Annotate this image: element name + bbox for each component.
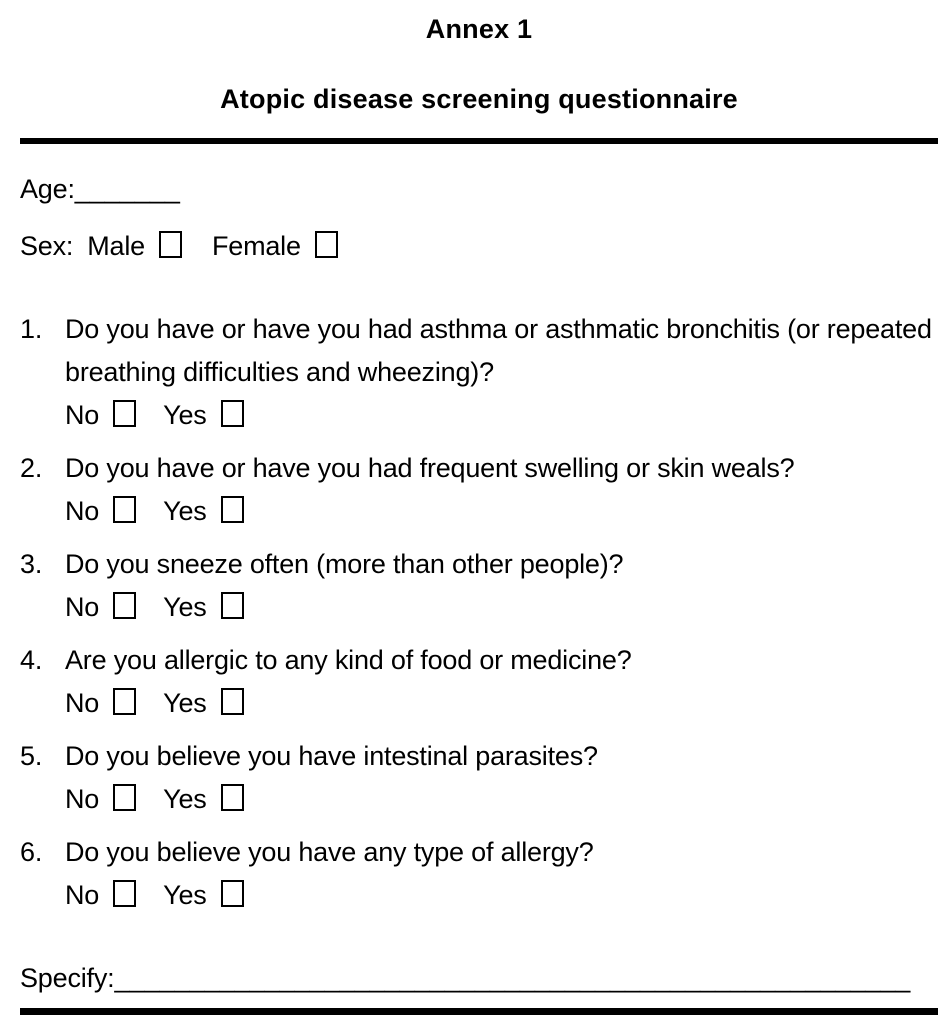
question-list xyxy=(20,308,938,917)
q4-no-checkbox[interactable] xyxy=(113,688,136,715)
question-text: Do you sneeze often (more than other people)? xyxy=(65,549,624,579)
yes-label: Yes xyxy=(163,496,207,526)
question-text: Do you believe you have intestinal parasites? xyxy=(65,741,598,771)
yes-label: Yes xyxy=(163,592,207,622)
question-number: 2. xyxy=(20,453,43,483)
yes-label: Yes xyxy=(163,880,207,910)
specify-label: Specify: xyxy=(20,963,115,993)
question-number: 6. xyxy=(20,837,43,867)
question-item-5 xyxy=(20,735,938,821)
no-label: No xyxy=(65,592,100,622)
question-text: Are you allergic to any kind of food or medicine? xyxy=(65,645,632,675)
question-item-4 xyxy=(20,639,938,725)
specify-blank-field[interactable]: _____________________________________________________ xyxy=(114,963,911,993)
answer-row xyxy=(65,682,938,725)
question-text: Do you believe you have any type of allergy? xyxy=(65,837,594,867)
yes-label: Yes xyxy=(163,688,207,718)
male-label: Male xyxy=(87,231,145,261)
annex-title: Annex 1 xyxy=(425,14,533,44)
no-label: No xyxy=(65,496,100,526)
age-blank-field[interactable]: _______ xyxy=(74,174,180,204)
question-number: 4. xyxy=(20,645,43,675)
q2-no-checkbox[interactable] xyxy=(113,496,136,523)
answer-row xyxy=(65,490,938,533)
answer-row xyxy=(65,394,938,437)
specify-row xyxy=(20,957,938,1000)
sex-row xyxy=(20,225,938,268)
q6-no-checkbox[interactable] xyxy=(113,880,136,907)
q4-yes-checkbox[interactable] xyxy=(221,688,244,715)
yes-label: Yes xyxy=(163,400,207,430)
no-label: No xyxy=(65,400,100,430)
question-text: Do you have or have you had frequent swelling or skin weals? xyxy=(65,453,795,483)
answer-row xyxy=(65,778,938,821)
age-row xyxy=(20,168,938,211)
question-number: 3. xyxy=(20,549,43,579)
sex-label: Sex: xyxy=(20,231,74,261)
question-item-3 xyxy=(20,543,938,629)
female-checkbox[interactable] xyxy=(315,231,338,258)
q2-yes-checkbox[interactable] xyxy=(221,496,244,523)
q1-no-checkbox[interactable] xyxy=(113,400,136,427)
no-label: No xyxy=(65,688,100,718)
q5-no-checkbox[interactable] xyxy=(113,784,136,811)
q3-yes-checkbox[interactable] xyxy=(221,592,244,619)
female-label: Female xyxy=(211,231,301,261)
form-title: Atopic disease screening questionnaire xyxy=(220,84,738,114)
bottom-divider xyxy=(20,1008,938,1015)
yes-label: Yes xyxy=(163,784,207,814)
no-label: No xyxy=(65,880,100,910)
age-label: Age: xyxy=(20,174,75,204)
male-checkbox[interactable] xyxy=(159,231,182,258)
top-divider xyxy=(20,138,938,144)
no-label: No xyxy=(65,784,100,814)
question-item-2 xyxy=(20,447,938,533)
answer-row xyxy=(65,586,938,629)
q6-yes-checkbox[interactable] xyxy=(221,880,244,907)
question-number: 5. xyxy=(20,741,43,771)
question-item-6 xyxy=(20,831,938,917)
q1-yes-checkbox[interactable] xyxy=(221,400,244,427)
q5-yes-checkbox[interactable] xyxy=(221,784,244,811)
question-number: 1. xyxy=(20,314,43,344)
answer-row xyxy=(65,874,938,917)
q3-no-checkbox[interactable] xyxy=(113,592,136,619)
question-text: Do you have or have you had asthma or asthmatic bronchitis (or repeated breathing difficulties and wheezing)? xyxy=(65,314,932,387)
question-item-1 xyxy=(20,308,938,437)
